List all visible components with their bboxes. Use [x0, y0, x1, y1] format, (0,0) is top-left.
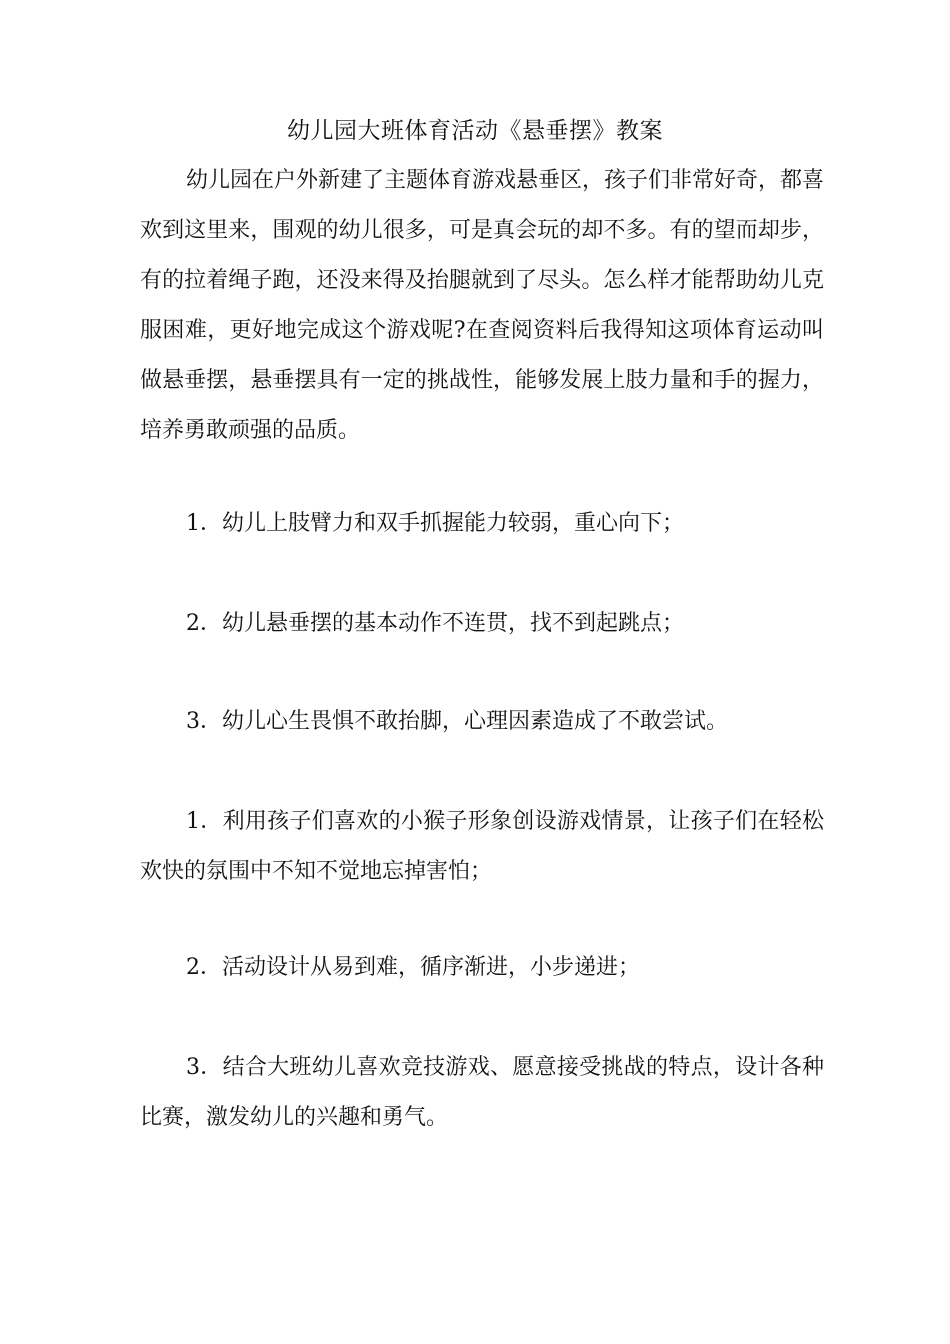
strategy-item-3: 3．结合大班幼儿喜欢竞技游戏、愿意接受挑战的特点，设计各种比赛，激发幼儿的兴趣和勇气。 — [140, 1055, 824, 1130]
difficulty-item-2: 2．幼儿悬垂摆的基本动作不连贯，找不到起跳点； — [186, 611, 684, 636]
difficulty-item-3: 3．幼儿心生畏惧不敢抬脚，心理因素造成了不敢尝试。 — [186, 709, 728, 734]
strategy-item-1: 1．利用孩子们喜欢的小猴子形象创设游戏情景，让孩子们在轻松欢快的氛围中不知不觉地忘掉害怕； — [140, 809, 824, 884]
intro-paragraph: 幼儿园在户外新建了主题体育游戏悬垂区，孩子们非常好奇，都喜欢到这里来，围观的幼儿很多，可是真会玩的却不多。有的望而却步，有的拉着绳子跑，还没来得及抬腿就到了尽头。怎么样才能帮助幼儿克服困难，更好地完成这个游戏呢?在查阅资料后我得知这项体育运动叫做悬垂摆，悬垂摆具有一定的挑战性，能够发展上肢力量和手的握力，培养勇敢顽强的品质。 — [140, 168, 825, 443]
difficulty-item-1: 1．幼儿上肢臂力和双手抓握能力较弱，重心向下； — [186, 511, 684, 536]
strategy-item-2: 2．活动设计从易到难，循序渐进，小步递进； — [186, 955, 640, 980]
document-title: 幼儿园大班体育活动《悬垂摆》教案 — [287, 118, 663, 144]
